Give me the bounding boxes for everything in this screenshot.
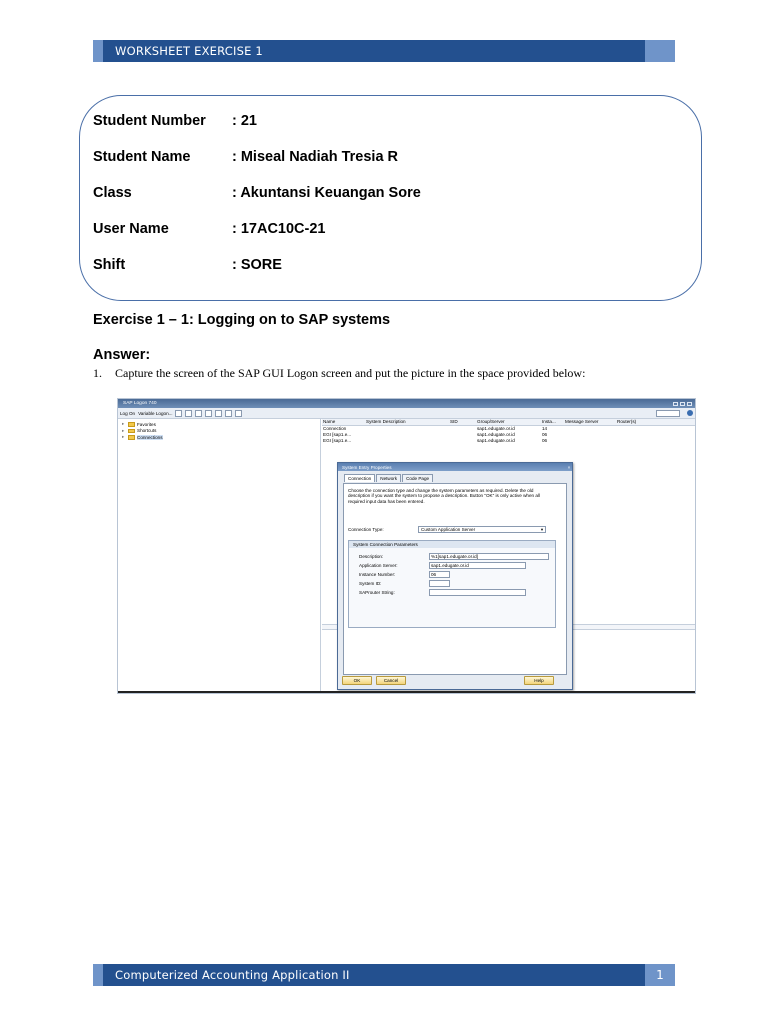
cell-instance: 06	[542, 432, 548, 437]
tile-view-icon[interactable]	[225, 410, 232, 417]
tab-network[interactable]: Network	[376, 474, 401, 482]
cell-server: sap1.edugate.or.id	[477, 426, 515, 431]
cell-server: sap1.edugate.or.id	[477, 432, 515, 437]
saprouter-string-row	[359, 589, 526, 596]
table-row[interactable]	[322, 438, 696, 444]
header-end-accent	[645, 40, 675, 62]
dialog-tabs	[338, 471, 572, 483]
folder-icon	[128, 422, 135, 427]
answer-label: Answer:	[93, 347, 151, 363]
minimize-icon[interactable]	[673, 402, 678, 406]
tab-code-page[interactable]: Code Page	[402, 474, 433, 482]
column-header[interactable]: Group/Server	[477, 419, 505, 424]
user-name-label: User Name	[93, 221, 169, 237]
student-name-value: : Miseal Nadiah Tresia R	[232, 149, 399, 165]
column-header[interactable]: System Description	[366, 419, 406, 424]
cancel-button[interactable]: Cancel	[376, 676, 406, 685]
list-view-icon[interactable]	[215, 410, 222, 417]
close-icon[interactable]	[687, 402, 692, 406]
header-title: WORKSHEET EXERCISE 1	[103, 40, 645, 62]
variable-logon-button[interactable]: Variable Logon...	[138, 410, 173, 416]
tree-item-connections[interactable]	[122, 434, 316, 441]
shift-label: Shift	[93, 257, 126, 273]
options-icon[interactable]	[235, 410, 242, 417]
connection-type-label: Connection Type:	[348, 527, 384, 532]
group-title: System Connection Parameters	[349, 541, 555, 548]
expand-icon[interactable]: ▸	[122, 421, 125, 427]
saprouter-string-label: SAProuter String:	[359, 590, 395, 595]
connection-tree	[118, 419, 321, 694]
cell-name: Connection	[323, 426, 347, 431]
tree-item-label: Favorites	[137, 421, 156, 427]
cell-instance: 14	[542, 426, 548, 431]
student-name-label: Student Name	[93, 149, 191, 165]
cell-sid	[449, 438, 476, 444]
column-header[interactable]: SID	[450, 419, 458, 424]
instruction	[93, 366, 585, 381]
exercise-title: Exercise 1 – 1: Logging on to SAP systems	[93, 312, 391, 328]
column-header[interactable]: Insta...	[542, 419, 556, 424]
help-button[interactable]: Help	[524, 676, 554, 685]
tree-item-label: Connections	[137, 434, 163, 440]
ok-button[interactable]: OK	[342, 676, 372, 685]
chevron-down-icon: ▾	[540, 526, 544, 532]
column-header[interactable]: Message Server	[565, 419, 599, 424]
sap-toolbar	[118, 408, 695, 419]
cell-instance: 06	[542, 438, 548, 443]
footer-bar	[93, 964, 675, 986]
system-id-row	[359, 580, 450, 587]
header-bar	[93, 40, 675, 62]
dialog-titlebar	[338, 463, 572, 471]
page-number: 1	[645, 964, 675, 986]
connection-type-row	[348, 526, 546, 533]
column-header[interactable]: Name	[323, 419, 336, 424]
folder-icon	[128, 429, 135, 434]
instruction-number: 1.	[93, 366, 102, 380]
folder-icon	[128, 435, 135, 440]
connection-type-select[interactable]	[418, 526, 546, 533]
system-id-label: System ID:	[359, 581, 382, 586]
cell-server: sap1.edugate.or.id	[477, 438, 515, 443]
description-label: Description:	[359, 554, 384, 559]
screenshot-bottom-border	[118, 691, 695, 693]
help-icon[interactable]	[687, 410, 693, 416]
cell-description	[365, 438, 449, 444]
expand-icon[interactable]: ▸	[122, 434, 125, 440]
dialog-title: System Entry Properties	[342, 464, 392, 470]
cell-message-server	[564, 438, 616, 444]
list-header	[322, 419, 696, 426]
application-server-label: Application Server:	[359, 563, 398, 568]
instance-number-label: Instance Number:	[359, 572, 396, 577]
header-accent	[93, 40, 103, 62]
sap-window-title: SAP Logon 740	[123, 401, 157, 406]
new-entry-icon[interactable]	[175, 410, 182, 417]
instance-number-row	[359, 571, 450, 578]
footer-title: Computerized Accounting Application II	[103, 964, 645, 986]
application-server-field[interactable]: sap1.edugate.or.id	[429, 562, 526, 569]
instance-number-field[interactable]: 06	[429, 571, 450, 578]
maximize-icon[interactable]	[680, 402, 685, 406]
system-connection-parameters	[348, 540, 556, 628]
search-input[interactable]	[656, 410, 680, 417]
edit-icon[interactable]	[185, 410, 192, 417]
delete-icon[interactable]	[205, 410, 212, 417]
cell-router	[616, 438, 676, 444]
window-controls	[673, 402, 695, 406]
copy-icon[interactable]	[195, 410, 202, 417]
system-id-field[interactable]	[429, 580, 450, 587]
application-server-row	[359, 562, 526, 569]
tree-item-label: Shortcuts	[137, 428, 157, 434]
expand-icon[interactable]: ▸	[122, 427, 125, 433]
logon-button[interactable]: Log On	[120, 410, 136, 416]
description-field[interactable]: %1[sap1.edugate.or.id]	[429, 553, 549, 560]
saprouter-string-field[interactable]	[429, 589, 526, 596]
tab-connection[interactable]: Connection	[344, 474, 375, 482]
instruction-text: Capture the screen of the SAP GUI Logon screen and put the picture in the space provided below:	[115, 366, 586, 380]
column-header[interactable]: Router(s)	[617, 419, 637, 424]
user-name-value: : 17AC10C-21	[232, 221, 326, 237]
description-row	[359, 553, 549, 560]
dialog-buttons	[338, 676, 572, 686]
sap-window-titlebar	[118, 399, 695, 408]
student-number-value: : 21	[232, 113, 257, 129]
connection-type-value: Custom Application Server	[421, 527, 476, 532]
student-number-label: Student Number	[93, 113, 206, 129]
close-icon[interactable]: ×	[567, 464, 571, 470]
footer-accent	[93, 964, 103, 986]
cell-name: EGI [sap1.e...	[323, 432, 352, 437]
cell-name: EGI [sap1.e...	[323, 438, 352, 443]
shift-value: : SORE	[232, 257, 282, 273]
system-entry-properties-dialog	[337, 462, 573, 690]
dialog-body	[343, 483, 567, 675]
class-label: Class	[93, 185, 132, 201]
class-value: : Akuntansi Keuangan Sore	[232, 185, 421, 201]
dialog-description: Choose the connection type and change the system parameters as required. Delete the old description if you want the system to propose a description. Button "OK" is only active when all required input data has been entered.	[348, 488, 540, 504]
sap-logon-screenshot	[117, 398, 696, 694]
